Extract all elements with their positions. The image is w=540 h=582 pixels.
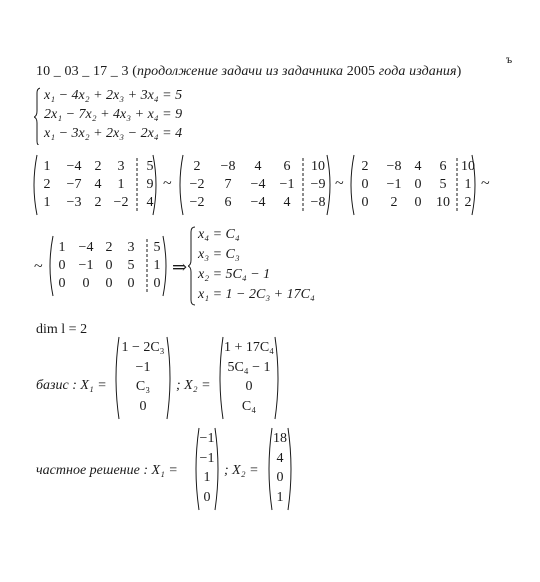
matrix-cell: −8 (220, 158, 236, 174)
solution-brace (188, 226, 196, 306)
matrix-cell: 0 (414, 176, 422, 192)
particular-separator: ; X₂ = (224, 463, 259, 478)
matrix-cell: 0 (58, 257, 66, 273)
matrix-cell: −4 (250, 176, 266, 192)
matrix-cell: 0 (105, 257, 113, 273)
vector-entry: 4 (276, 450, 284, 466)
vector-entry: 1 + 17C₄ (223, 340, 275, 356)
matrix-cell: 5 (153, 239, 161, 255)
vector-entry: 1 − 2C₃ (121, 340, 165, 356)
matrix-cell: 10 (311, 158, 325, 174)
matrix-cell: 5 (439, 176, 447, 192)
particular-label: частное решение : X₁ = (36, 463, 178, 478)
matrix-cell: 2 (105, 239, 113, 255)
vector-entry: 5C₄ − 1 (227, 359, 271, 375)
matrix-cell: −1 (386, 176, 402, 192)
matrix-cell: 1 (117, 176, 125, 192)
matrix-cell: 4 (146, 194, 154, 210)
vector-entry: C₄ (241, 398, 257, 414)
title-note-tail: года издания (378, 64, 457, 79)
equation-2: 2x₁ − 7x₂ + 4x₃ + x₄ = 9 (44, 107, 183, 122)
solution-x1: x₁ = 1 − 2C₃ + 17C₄ (198, 287, 315, 302)
title-year: 2005 (343, 64, 379, 79)
augmented-matrix-1 (30, 154, 160, 216)
matrix-cell: 1 (464, 176, 472, 192)
matrix-cell: 6 (439, 158, 447, 174)
tilde-1: ~ (163, 175, 172, 192)
general-solution (188, 226, 348, 306)
matrix-cell: −4 (250, 194, 266, 210)
matrix-cell: −8 (310, 194, 326, 210)
matrix-cell: −2 (113, 194, 129, 210)
matrix-cell: 3 (117, 158, 125, 174)
matrix-cell: −8 (386, 158, 402, 174)
matrix-cell: −1 (279, 176, 295, 192)
augmented-matrix-2 (176, 154, 334, 216)
solution-x2: x₂ = 5C₄ − 1 (198, 267, 271, 282)
basis-vector-x2 (216, 336, 282, 420)
matrix-cell: 3 (127, 239, 135, 255)
problem-title (36, 64, 461, 80)
vector-entry: 0 (203, 489, 211, 505)
solution-x4: x₄ = C₄ (198, 227, 240, 242)
solution-dimension: dim l = 2 (36, 322, 88, 337)
augmented-matrix-4 (46, 235, 170, 297)
equation-3: x₁ − 3x₂ + 2x₃ − 2x₄ = 4 (44, 126, 183, 141)
vector-entry: 0 (276, 470, 284, 486)
matrix-cell: 2 (94, 194, 102, 210)
matrix-cell: 4 (283, 194, 291, 210)
matrix-cell: 2 (43, 176, 51, 192)
basis-vector-x1 (112, 336, 174, 420)
matrix-cell: 0 (361, 194, 369, 210)
matrix-cell: 1 (153, 257, 161, 273)
matrix-cell: 1 (43, 194, 51, 210)
matrix-cell: 6 (283, 158, 291, 174)
tilde-2: ~ (335, 175, 344, 192)
matrix-cell: 2 (464, 194, 472, 210)
matrix-cell: −4 (66, 158, 82, 174)
augmented-matrix-3 (347, 154, 479, 216)
title-paren-close: ) (456, 64, 462, 79)
matrix-cell: 0 (127, 275, 135, 291)
problem-code: 10 _ 03 _ 17 _ 3 (36, 64, 129, 79)
matrix-cell: 6 (224, 194, 232, 210)
matrix-cell: 1 (43, 158, 51, 174)
vector-entry: 18 (273, 431, 287, 447)
vector-entry: 1 (276, 489, 284, 505)
matrix-cell: −2 (189, 194, 205, 210)
tilde-3: ~ (481, 175, 490, 192)
solution-x3: x₃ = C₃ (198, 247, 240, 262)
matrix-cell: 10 (461, 158, 475, 174)
matrix-cell: −4 (78, 239, 94, 255)
particular-vector-x2 (265, 427, 295, 511)
basis-label: базис : X₁ = (36, 378, 107, 393)
matrix-cell: 0 (414, 194, 422, 210)
matrix-cell: 2 (390, 194, 398, 210)
matrix-cell: 0 (361, 176, 369, 192)
matrix-cell: 0 (58, 275, 66, 291)
matrix-cell: 2 (361, 158, 369, 174)
title-note: продолжение задачи из задачника (136, 64, 344, 79)
vector-entry: −1 (199, 450, 215, 466)
matrix-cell: −1 (78, 257, 94, 273)
matrix-cell: 7 (224, 176, 232, 192)
matrix-cell: −9 (310, 176, 326, 192)
matrix-cell: 2 (193, 158, 201, 174)
matrix-cell: 2 (94, 158, 102, 174)
implies-arrow: ⇒ (172, 257, 188, 277)
title-paren-open: ( (128, 64, 137, 79)
basis-separator: ; X₂ = (176, 378, 211, 393)
equation-1: x₁ − 4x₂ + 2x₃ + 3x₄ = 5 (44, 88, 183, 103)
matrix-cell: 1 (58, 239, 66, 255)
matrix-cell: 0 (82, 275, 90, 291)
vector-entry: 0 (245, 379, 253, 395)
system-brace (34, 87, 40, 145)
matrix-cell: −7 (66, 176, 82, 192)
particular-vector-x1 (192, 427, 222, 511)
equation-system (34, 88, 254, 148)
matrix-cell: 0 (153, 275, 161, 291)
matrix-cell: 9 (146, 176, 154, 192)
corner-mark: ъ (506, 52, 513, 66)
matrix-cell: 4 (414, 158, 422, 174)
matrix-cell: 4 (254, 158, 262, 174)
matrix-cell: −2 (189, 176, 205, 192)
vector-entry: C₃ (135, 379, 151, 395)
vector-entry: −1 (135, 359, 151, 375)
matrix-cell: 4 (94, 176, 102, 192)
matrix-cell: −3 (66, 194, 82, 210)
matrix-cell: 5 (146, 158, 154, 174)
matrix-cell: 10 (436, 194, 450, 210)
matrix-cell: 5 (127, 257, 135, 273)
tilde-4: ~ (34, 258, 43, 275)
vector-entry: 0 (139, 398, 147, 414)
vector-entry: −1 (199, 431, 215, 447)
vector-entry: 1 (203, 470, 211, 486)
matrix-cell: 0 (105, 275, 113, 291)
